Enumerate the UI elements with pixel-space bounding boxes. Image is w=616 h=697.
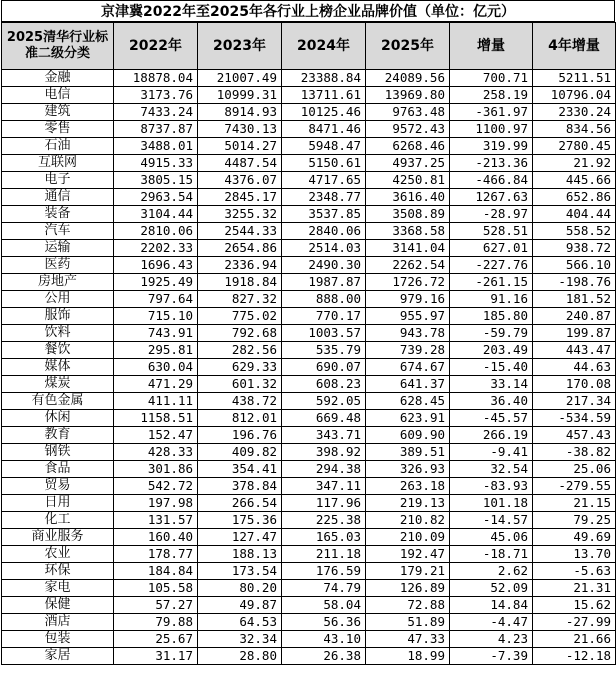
table-row [2, 223, 616, 240]
table-row [2, 512, 616, 529]
table-row [2, 155, 616, 172]
cell-value-2024[interactable]: 10125.46 [282, 104, 366, 121]
cell-value-2022[interactable]: 3104.44 [114, 206, 198, 223]
cell-value-2025[interactable]: 9572.43 [366, 121, 450, 138]
cell-increment[interactable]: 1100.97 [450, 121, 533, 138]
table-row [2, 648, 616, 665]
table-row [2, 597, 616, 614]
cell-value-2024[interactable]: 74.79 [282, 580, 366, 597]
table-row [2, 189, 616, 206]
cell-category[interactable]: 运输 [2, 240, 114, 257]
cell-value-2022[interactable]: 1158.51 [114, 410, 198, 427]
cell-increment-4yr[interactable]: 49.69 [533, 529, 616, 546]
table-row [2, 546, 616, 563]
cell-value-2023[interactable]: 2654.86 [198, 240, 282, 257]
brand-value-table [1, 22, 616, 665]
cell-increment[interactable]: -15.40 [450, 359, 533, 376]
cell-value-2023[interactable]: 127.47 [198, 529, 282, 546]
cell-value-2025[interactable]: 263.18 [366, 478, 450, 495]
header-2023[interactable]: 2023年 [198, 23, 282, 70]
cell-increment[interactable]: 528.51 [450, 223, 533, 240]
cell-value-2024[interactable]: 690.07 [282, 359, 366, 376]
cell-value-2024[interactable]: 347.11 [282, 478, 366, 495]
cell-increment-4yr[interactable]: 2330.24 [533, 104, 616, 121]
cell-increment[interactable]: 52.09 [450, 580, 533, 597]
cell-value-2023[interactable]: 438.72 [198, 393, 282, 410]
cell-value-2024[interactable]: 58.04 [282, 597, 366, 614]
cell-value-2025[interactable]: 210.09 [366, 529, 450, 546]
cell-value-2025[interactable]: 1726.72 [366, 274, 450, 291]
cell-value-2023[interactable]: 2544.33 [198, 223, 282, 240]
cell-value-2025[interactable]: 6268.46 [366, 138, 450, 155]
cell-value-2023[interactable]: 601.32 [198, 376, 282, 393]
cell-value-2023[interactable]: 792.68 [198, 325, 282, 342]
cell-value-2025[interactable]: 623.91 [366, 410, 450, 427]
cell-increment-4yr[interactable]: 834.56 [533, 121, 616, 138]
cell-value-2023[interactable]: 28.80 [198, 648, 282, 665]
cell-value-2024[interactable]: 294.38 [282, 461, 366, 478]
cell-increment-4yr[interactable]: -27.99 [533, 614, 616, 631]
cell-value-2023[interactable]: 266.54 [198, 495, 282, 512]
cell-value-2022[interactable]: 542.72 [114, 478, 198, 495]
cell-category[interactable]: 贸易 [2, 478, 114, 495]
cell-value-2023[interactable]: 64.53 [198, 614, 282, 631]
cell-value-2024[interactable]: 2490.30 [282, 257, 366, 274]
cell-increment-4yr[interactable]: 21.15 [533, 495, 616, 512]
cell-value-2022[interactable]: 743.91 [114, 325, 198, 342]
cell-value-2023[interactable]: 409.82 [198, 444, 282, 461]
cell-increment-4yr[interactable]: -198.76 [533, 274, 616, 291]
cell-value-2025[interactable]: 2262.54 [366, 257, 450, 274]
table-header [2, 23, 616, 70]
cell-value-2023[interactable]: 4487.54 [198, 155, 282, 172]
cell-value-2022[interactable]: 18878.04 [114, 70, 198, 87]
cell-value-2024[interactable]: 592.05 [282, 393, 366, 410]
cell-value-2025[interactable]: 18.99 [366, 648, 450, 665]
cell-increment[interactable]: 14.84 [450, 597, 533, 614]
cell-category[interactable]: 服饰 [2, 308, 114, 325]
cell-category[interactable]: 建筑 [2, 104, 114, 121]
cell-value-2025[interactable]: 126.89 [366, 580, 450, 597]
cell-value-2025[interactable]: 628.45 [366, 393, 450, 410]
cell-value-2024[interactable]: 26.38 [282, 648, 366, 665]
cell-value-2022[interactable]: 152.47 [114, 427, 198, 444]
cell-value-2024[interactable]: 5150.61 [282, 155, 366, 172]
cell-increment[interactable]: 627.01 [450, 240, 533, 257]
cell-category[interactable]: 汽车 [2, 223, 114, 240]
cell-increment[interactable]: 32.54 [450, 461, 533, 478]
cell-category[interactable]: 装备 [2, 206, 114, 223]
cell-value-2024[interactable]: 608.23 [282, 376, 366, 393]
cell-increment-4yr[interactable]: -38.82 [533, 444, 616, 461]
cell-value-2022[interactable]: 178.77 [114, 546, 198, 563]
table-row [2, 376, 616, 393]
cell-increment-4yr[interactable]: 566.10 [533, 257, 616, 274]
cell-increment[interactable]: -18.71 [450, 546, 533, 563]
cell-increment[interactable]: 45.06 [450, 529, 533, 546]
cell-increment-4yr[interactable]: 652.86 [533, 189, 616, 206]
cell-value-2023[interactable]: 49.87 [198, 597, 282, 614]
cell-category[interactable]: 家居 [2, 648, 114, 665]
header-4yr-increment[interactable]: 4年增量 [533, 23, 616, 70]
cell-value-2023[interactable]: 188.13 [198, 546, 282, 563]
cell-increment-4yr[interactable]: -279.55 [533, 478, 616, 495]
table-row [2, 631, 616, 648]
cell-value-2025[interactable]: 4250.81 [366, 172, 450, 189]
cell-category[interactable]: 金融 [2, 70, 114, 87]
cell-increment-4yr[interactable]: -12.18 [533, 648, 616, 665]
header-2025[interactable]: 2025年 [366, 23, 450, 70]
table-row [2, 342, 616, 359]
cell-value-2023[interactable]: 32.34 [198, 631, 282, 648]
cell-value-2025[interactable]: 955.97 [366, 308, 450, 325]
cell-increment[interactable]: 1267.63 [450, 189, 533, 206]
cell-category[interactable]: 石油 [2, 138, 114, 155]
cell-value-2025[interactable]: 641.37 [366, 376, 450, 393]
cell-category[interactable]: 休闲 [2, 410, 114, 427]
cell-value-2023[interactable]: 2845.17 [198, 189, 282, 206]
cell-value-2024[interactable]: 1003.57 [282, 325, 366, 342]
cell-value-2023[interactable]: 827.32 [198, 291, 282, 308]
cell-increment-4yr[interactable]: 44.63 [533, 359, 616, 376]
cell-value-2024[interactable]: 117.96 [282, 495, 366, 512]
cell-value-2022[interactable]: 295.81 [114, 342, 198, 359]
cell-value-2022[interactable]: 301.86 [114, 461, 198, 478]
cell-increment-4yr[interactable]: 5211.51 [533, 70, 616, 87]
table-row [2, 70, 616, 87]
table-body [2, 70, 616, 665]
cell-increment-4yr[interactable]: 558.52 [533, 223, 616, 240]
table-row [2, 274, 616, 291]
cell-increment[interactable]: -361.97 [450, 104, 533, 121]
table-title: 京津冀2022年至2025年各行业上榜企业品牌价值（单位：亿元） [1, 0, 615, 22]
cell-value-2024[interactable]: 165.03 [282, 529, 366, 546]
header-category[interactable]: 2025清华行业标准二级分类 [2, 23, 114, 70]
cell-increment[interactable]: 700.71 [450, 70, 533, 87]
cell-increment[interactable]: -14.57 [450, 512, 533, 529]
cell-value-2025[interactable]: 192.47 [366, 546, 450, 563]
cell-value-2022[interactable]: 2810.06 [114, 223, 198, 240]
cell-increment[interactable]: 258.19 [450, 87, 533, 104]
cell-increment[interactable]: 2.62 [450, 563, 533, 580]
cell-category[interactable]: 教育 [2, 427, 114, 444]
cell-value-2022[interactable]: 3488.01 [114, 138, 198, 155]
cell-category[interactable]: 互联网 [2, 155, 114, 172]
cell-increment[interactable]: 203.49 [450, 342, 533, 359]
cell-category[interactable]: 饮料 [2, 325, 114, 342]
cell-value-2024[interactable]: 176.59 [282, 563, 366, 580]
cell-increment-4yr[interactable]: 217.34 [533, 393, 616, 410]
cell-value-2023[interactable]: 175.36 [198, 512, 282, 529]
cell-value-2024[interactable]: 2348.77 [282, 189, 366, 206]
table-row [2, 580, 616, 597]
cell-value-2023[interactable]: 812.01 [198, 410, 282, 427]
cell-increment[interactable]: -4.47 [450, 614, 533, 631]
cell-value-2023[interactable]: 80.20 [198, 580, 282, 597]
cell-value-2023[interactable]: 196.76 [198, 427, 282, 444]
cell-value-2025[interactable]: 979.16 [366, 291, 450, 308]
table-row [2, 410, 616, 427]
cell-value-2022[interactable]: 715.10 [114, 308, 198, 325]
cell-increment-4yr[interactable]: 13.70 [533, 546, 616, 563]
cell-value-2023[interactable]: 173.54 [198, 563, 282, 580]
cell-category[interactable]: 电子 [2, 172, 114, 189]
cell-value-2022[interactable]: 471.29 [114, 376, 198, 393]
cell-value-2022[interactable]: 184.84 [114, 563, 198, 580]
cell-value-2024[interactable]: 2840.06 [282, 223, 366, 240]
cell-value-2022[interactable]: 3805.15 [114, 172, 198, 189]
cell-value-2022[interactable]: 105.58 [114, 580, 198, 597]
cell-value-2025[interactable]: 3508.89 [366, 206, 450, 223]
cell-increment[interactable]: 4.23 [450, 631, 533, 648]
cell-value-2022[interactable]: 8737.87 [114, 121, 198, 138]
cell-increment-4yr[interactable]: 170.08 [533, 376, 616, 393]
table-row [2, 257, 616, 274]
table-row [2, 240, 616, 257]
cell-value-2022[interactable]: 57.27 [114, 597, 198, 614]
cell-category[interactable]: 煤炭 [2, 376, 114, 393]
cell-increment-4yr[interactable]: 181.52 [533, 291, 616, 308]
cell-category[interactable]: 化工 [2, 512, 114, 529]
cell-category[interactable]: 通信 [2, 189, 114, 206]
cell-category[interactable]: 酒店 [2, 614, 114, 631]
cell-value-2022[interactable]: 160.40 [114, 529, 198, 546]
cell-category[interactable]: 食品 [2, 461, 114, 478]
cell-increment[interactable]: -261.15 [450, 274, 533, 291]
cell-category[interactable]: 环保 [2, 563, 114, 580]
cell-increment-4yr[interactable]: 938.72 [533, 240, 616, 257]
cell-value-2022[interactable]: 4915.33 [114, 155, 198, 172]
cell-increment-4yr[interactable]: 21.31 [533, 580, 616, 597]
cell-increment[interactable]: -28.97 [450, 206, 533, 223]
cell-value-2024[interactable]: 888.00 [282, 291, 366, 308]
cell-value-2024[interactable]: 1987.87 [282, 274, 366, 291]
cell-value-2022[interactable]: 411.11 [114, 393, 198, 410]
cell-value-2023[interactable]: 2336.94 [198, 257, 282, 274]
cell-value-2022[interactable]: 797.64 [114, 291, 198, 308]
cell-increment-4yr[interactable]: 443.47 [533, 342, 616, 359]
cell-value-2025[interactable]: 4937.25 [366, 155, 450, 172]
cell-value-2025[interactable]: 47.33 [366, 631, 450, 648]
cell-increment-4yr[interactable]: 2780.45 [533, 138, 616, 155]
cell-value-2023[interactable]: 21007.49 [198, 70, 282, 87]
cell-value-2025[interactable]: 3616.40 [366, 189, 450, 206]
table-row [2, 563, 616, 580]
header-2024[interactable]: 2024年 [282, 23, 366, 70]
table-row [2, 206, 616, 223]
cell-value-2022[interactable]: 197.98 [114, 495, 198, 512]
cell-value-2022[interactable]: 1925.49 [114, 274, 198, 291]
cell-value-2025[interactable]: 326.93 [366, 461, 450, 478]
cell-category[interactable]: 保健 [2, 597, 114, 614]
cell-value-2024[interactable]: 398.92 [282, 444, 366, 461]
cell-value-2023[interactable]: 378.84 [198, 478, 282, 495]
cell-value-2024[interactable]: 23388.84 [282, 70, 366, 87]
cell-value-2023[interactable]: 3255.32 [198, 206, 282, 223]
cell-category[interactable]: 商业服务 [2, 529, 114, 546]
cell-value-2025[interactable]: 219.13 [366, 495, 450, 512]
cell-value-2024[interactable]: 669.48 [282, 410, 366, 427]
cell-value-2025[interactable]: 72.88 [366, 597, 450, 614]
cell-increment[interactable]: 266.19 [450, 427, 533, 444]
cell-increment-4yr[interactable]: -5.63 [533, 563, 616, 580]
table-row [2, 478, 616, 495]
cell-value-2023[interactable]: 10999.31 [198, 87, 282, 104]
table-row [2, 614, 616, 631]
cell-value-2024[interactable]: 13711.61 [282, 87, 366, 104]
table-row [2, 138, 616, 155]
cell-value-2025[interactable]: 24089.56 [366, 70, 450, 87]
cell-value-2024[interactable]: 535.79 [282, 342, 366, 359]
cell-increment-4yr[interactable]: 404.44 [533, 206, 616, 223]
cell-category[interactable]: 包装 [2, 631, 114, 648]
header-2022[interactable]: 2022年 [114, 23, 198, 70]
cell-increment[interactable]: -213.36 [450, 155, 533, 172]
cell-increment-4yr[interactable]: 15.62 [533, 597, 616, 614]
table-row [2, 121, 616, 138]
cell-increment-4yr[interactable]: 240.87 [533, 308, 616, 325]
cell-value-2022[interactable]: 428.33 [114, 444, 198, 461]
cell-increment-4yr[interactable]: 445.66 [533, 172, 616, 189]
cell-value-2023[interactable]: 775.02 [198, 308, 282, 325]
table-row [2, 172, 616, 189]
cell-value-2022[interactable]: 3173.76 [114, 87, 198, 104]
cell-value-2024[interactable]: 5948.47 [282, 138, 366, 155]
cell-category[interactable]: 媒体 [2, 359, 114, 376]
table-row [2, 461, 616, 478]
cell-category[interactable]: 农业 [2, 546, 114, 563]
table-row [2, 308, 616, 325]
cell-increment-4yr[interactable]: 79.25 [533, 512, 616, 529]
header-increment[interactable]: 增量 [450, 23, 533, 70]
cell-value-2024[interactable]: 8471.46 [282, 121, 366, 138]
cell-category[interactable]: 家电 [2, 580, 114, 597]
cell-value-2022[interactable]: 7433.24 [114, 104, 198, 121]
cell-value-2023[interactable]: 629.33 [198, 359, 282, 376]
cell-value-2025[interactable]: 943.78 [366, 325, 450, 342]
table-row [2, 291, 616, 308]
cell-increment[interactable]: 33.14 [450, 376, 533, 393]
cell-category[interactable]: 钢铁 [2, 444, 114, 461]
cell-value-2023[interactable]: 282.56 [198, 342, 282, 359]
cell-value-2022[interactable]: 25.67 [114, 631, 198, 648]
cell-increment[interactable]: 91.16 [450, 291, 533, 308]
cell-increment-4yr[interactable]: 199.87 [533, 325, 616, 342]
cell-value-2024[interactable]: 2514.03 [282, 240, 366, 257]
cell-increment[interactable]: 319.99 [450, 138, 533, 155]
cell-value-2025[interactable]: 3141.04 [366, 240, 450, 257]
cell-value-2024[interactable]: 43.10 [282, 631, 366, 648]
table-row [2, 495, 616, 512]
header-row [2, 23, 616, 70]
cell-value-2025[interactable]: 210.82 [366, 512, 450, 529]
cell-value-2022[interactable]: 1696.43 [114, 257, 198, 274]
cell-increment[interactable]: -59.79 [450, 325, 533, 342]
cell-category[interactable]: 医药 [2, 257, 114, 274]
cell-increment-4yr[interactable]: -534.59 [533, 410, 616, 427]
cell-category[interactable]: 日用 [2, 495, 114, 512]
cell-value-2023[interactable]: 7430.13 [198, 121, 282, 138]
cell-increment[interactable]: -45.57 [450, 410, 533, 427]
cell-value-2023[interactable]: 8914.93 [198, 104, 282, 121]
cell-increment-4yr[interactable]: 25.06 [533, 461, 616, 478]
cell-value-2025[interactable]: 51.89 [366, 614, 450, 631]
cell-increment-4yr[interactable]: 10796.04 [533, 87, 616, 104]
cell-value-2024[interactable]: 3537.85 [282, 206, 366, 223]
cell-value-2025[interactable]: 179.21 [366, 563, 450, 580]
cell-value-2025[interactable]: 389.51 [366, 444, 450, 461]
cell-category[interactable]: 餐饮 [2, 342, 114, 359]
cell-increment[interactable]: -227.76 [450, 257, 533, 274]
cell-value-2024[interactable]: 770.17 [282, 308, 366, 325]
cell-value-2024[interactable]: 225.38 [282, 512, 366, 529]
cell-value-2022[interactable]: 2963.54 [114, 189, 198, 206]
cell-increment[interactable]: -83.93 [450, 478, 533, 495]
cell-value-2022[interactable]: 31.17 [114, 648, 198, 665]
table-row [2, 427, 616, 444]
table-row [2, 87, 616, 104]
cell-category[interactable]: 公用 [2, 291, 114, 308]
cell-increment[interactable]: 101.18 [450, 495, 533, 512]
cell-value-2022[interactable]: 2202.33 [114, 240, 198, 257]
cell-increment-4yr[interactable]: 457.43 [533, 427, 616, 444]
cell-value-2024[interactable]: 4717.65 [282, 172, 366, 189]
cell-value-2025[interactable]: 13969.80 [366, 87, 450, 104]
table-row [2, 359, 616, 376]
cell-increment-4yr[interactable]: 21.92 [533, 155, 616, 172]
cell-value-2024[interactable]: 211.18 [282, 546, 366, 563]
cell-value-2022[interactable]: 79.88 [114, 614, 198, 631]
cell-increment[interactable]: -9.41 [450, 444, 533, 461]
cell-value-2025[interactable]: 739.28 [366, 342, 450, 359]
table-row [2, 529, 616, 546]
cell-value-2023[interactable]: 4376.07 [198, 172, 282, 189]
cell-value-2025[interactable]: 9763.48 [366, 104, 450, 121]
cell-value-2025[interactable]: 3368.58 [366, 223, 450, 240]
cell-increment[interactable]: 185.80 [450, 308, 533, 325]
table-row [2, 325, 616, 342]
table-row [2, 393, 616, 410]
cell-value-2024[interactable]: 56.36 [282, 614, 366, 631]
cell-value-2023[interactable]: 5014.27 [198, 138, 282, 155]
cell-value-2023[interactable]: 1918.84 [198, 274, 282, 291]
cell-category[interactable]: 房地产 [2, 274, 114, 291]
cell-increment[interactable]: 36.40 [450, 393, 533, 410]
cell-category[interactable]: 零售 [2, 121, 114, 138]
cell-value-2023[interactable]: 354.41 [198, 461, 282, 478]
cell-value-2024[interactable]: 343.71 [282, 427, 366, 444]
table-row [2, 444, 616, 461]
cell-category[interactable]: 电信 [2, 87, 114, 104]
table-row [2, 104, 616, 121]
cell-increment-4yr[interactable]: 21.66 [533, 631, 616, 648]
cell-increment[interactable]: -466.84 [450, 172, 533, 189]
cell-value-2025[interactable]: 674.67 [366, 359, 450, 376]
cell-increment[interactable]: -7.39 [450, 648, 533, 665]
cell-value-2022[interactable]: 131.57 [114, 512, 198, 529]
cell-category[interactable]: 有色金属 [2, 393, 114, 410]
cell-value-2022[interactable]: 630.04 [114, 359, 198, 376]
spreadsheet [1, 0, 615, 665]
cell-value-2025[interactable]: 609.90 [366, 427, 450, 444]
